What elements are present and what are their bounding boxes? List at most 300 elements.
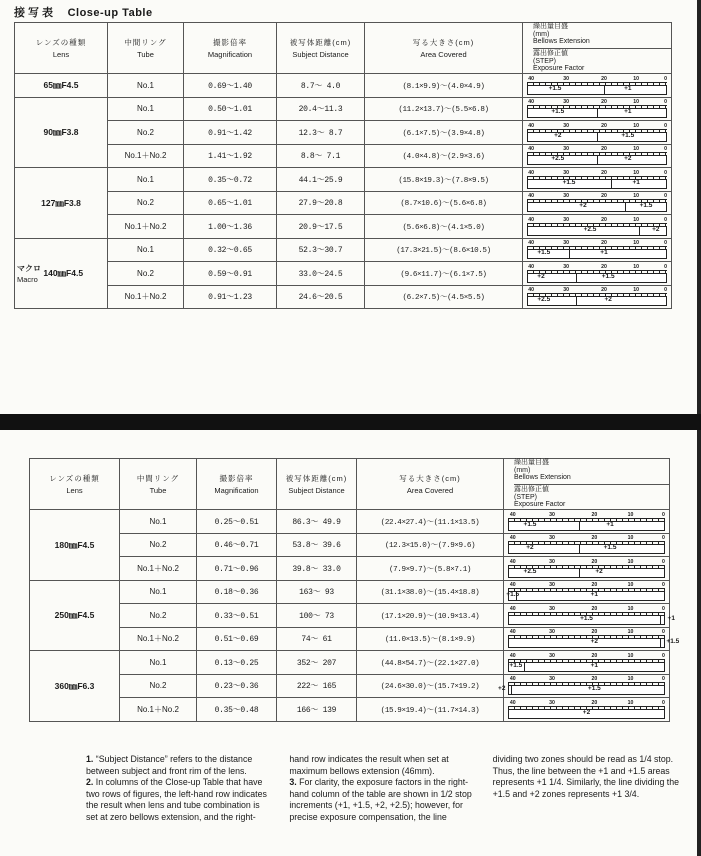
note-number: 1. bbox=[86, 754, 96, 764]
header-bellows-exposure: 繰出量目盛 (mm) Bellows Extension 露出修正値 (STEP) Exposure Factor bbox=[504, 459, 670, 510]
tube-cell: No.1 bbox=[120, 651, 197, 675]
scale-tick-label: 30 bbox=[563, 75, 570, 82]
zone-divider bbox=[579, 544, 580, 554]
scale-tick-label: 30 bbox=[563, 263, 570, 270]
tube-cell: No.1 bbox=[108, 168, 184, 192]
magnification-cell: 0.91～1.42 bbox=[184, 121, 277, 145]
area-cell: (7.9×9.7)～(5.8×7.1) bbox=[357, 557, 504, 581]
exposure-scale bbox=[508, 559, 665, 578]
scale-tick-label: 30 bbox=[563, 287, 570, 294]
exposure-zone-box bbox=[527, 273, 667, 283]
table-row bbox=[30, 674, 670, 698]
title-jp: 接写表 bbox=[14, 7, 56, 19]
exposure-zone-box bbox=[508, 685, 665, 695]
exposure-scale bbox=[527, 193, 667, 212]
exposure-factor-label: +2.5 bbox=[537, 296, 551, 304]
exposure-factor-label: +2 bbox=[590, 638, 599, 646]
exposure-scale bbox=[527, 99, 667, 118]
scale-cell bbox=[523, 144, 672, 168]
scale-tick-label: 20 bbox=[601, 193, 607, 200]
scale-tick-label: 30 bbox=[549, 605, 555, 612]
scale-tick-label: 0 bbox=[664, 75, 668, 82]
tube-cell: No.2 bbox=[108, 121, 184, 145]
scale-tick-label: 40 bbox=[528, 122, 535, 129]
distance-cell: 44.1～25.9 bbox=[277, 168, 365, 192]
distance-cell: 24.6～20.5 bbox=[277, 285, 365, 309]
distance-cell: 20.9～17.5 bbox=[277, 215, 365, 239]
magnification-cell: 0.13～0.25 bbox=[197, 651, 277, 675]
table-row bbox=[15, 168, 672, 192]
area-cell: (8.1×9.9)～(4.0×4.9) bbox=[365, 74, 523, 98]
page-one bbox=[0, 0, 701, 414]
tube-cell: No.2 bbox=[108, 262, 184, 286]
scale-tick-label: 10 bbox=[627, 558, 634, 565]
area-cell: (15.9×19.4)～(11.7×14.3) bbox=[357, 698, 504, 722]
exposure-scale bbox=[508, 629, 680, 648]
area-cell: (17.1×20.9)～(10.9×13.4) bbox=[357, 604, 504, 628]
tube-cell: No.2 bbox=[120, 674, 197, 698]
scale-tick-label: 10 bbox=[627, 511, 634, 518]
magnification-cell: 0.33～0.51 bbox=[197, 604, 277, 628]
exposure-factor-label: +1.5 bbox=[603, 544, 617, 552]
exposure-scale bbox=[527, 146, 667, 165]
scale-cell bbox=[523, 74, 672, 98]
note-item bbox=[86, 754, 273, 777]
scale-tick-label: 10 bbox=[627, 652, 634, 659]
scale-cell bbox=[504, 533, 670, 557]
scale-cell bbox=[504, 651, 670, 675]
area-cell: (11.0×13.5)～(8.1×9.9) bbox=[357, 627, 504, 651]
exposure-factor-label: +1.5 bbox=[509, 661, 523, 669]
scale-cell bbox=[504, 557, 670, 581]
area-cell: (12.3×15.0)～(7.9×9.6) bbox=[357, 533, 504, 557]
zone-divider bbox=[579, 521, 580, 531]
scale-tick-label: 40 bbox=[509, 652, 516, 659]
lens-cell bbox=[15, 238, 108, 309]
exposure-factor-label: +2 bbox=[579, 202, 587, 210]
header-tube: 中間リング Tube bbox=[108, 23, 184, 74]
scale-cell bbox=[504, 510, 670, 534]
scale-tick-label: 30 bbox=[549, 629, 555, 636]
scale-tick-label: 10 bbox=[633, 193, 640, 200]
distance-cell: 163～ 93 bbox=[277, 580, 357, 604]
area-cell: (15.8×19.3)～(7.8×9.5) bbox=[365, 168, 523, 192]
table-row bbox=[15, 238, 672, 262]
close-up-table-1 bbox=[14, 22, 672, 309]
scale-tick-label: 20 bbox=[601, 216, 607, 223]
table-row bbox=[15, 191, 672, 215]
area-cell: (6.2×7.5)～(4.5×5.5) bbox=[365, 285, 523, 309]
scale-tick-label: 30 bbox=[563, 169, 570, 176]
scale-tick-label: 0 bbox=[661, 535, 665, 542]
scale-tick-label: 30 bbox=[549, 652, 555, 659]
table-row bbox=[30, 627, 670, 651]
zone-divider bbox=[611, 179, 612, 189]
scale-tick-label: 40 bbox=[509, 699, 516, 706]
exposure-factor-label: +1.5 bbox=[580, 614, 593, 622]
scale-tick-label: 20 bbox=[601, 122, 607, 129]
scale-cell bbox=[523, 238, 672, 262]
scale-tick-label: 0 bbox=[661, 511, 665, 518]
scale-tick-label: 20 bbox=[591, 558, 598, 565]
exposure-scale bbox=[508, 535, 665, 554]
scale-tick-label: 0 bbox=[661, 652, 665, 659]
exposure-factor-label: +1 bbox=[606, 520, 614, 528]
magnification-cell: 0.18～0.36 bbox=[197, 580, 277, 604]
zone-divider bbox=[639, 226, 640, 236]
scale-cell bbox=[523, 97, 672, 121]
distance-cell: 166～ 139 bbox=[277, 698, 357, 722]
scale-tick-label: 0 bbox=[664, 122, 668, 129]
tube-cell: No.2 bbox=[120, 604, 197, 628]
header-magnification: 撮影倍率 Magnification bbox=[197, 459, 277, 510]
magnification-cell: 0.69～1.40 bbox=[184, 74, 277, 98]
macro-label-en: Macro bbox=[17, 274, 38, 284]
table-row bbox=[30, 557, 670, 581]
tube-cell: No.1＋No.2 bbox=[120, 698, 197, 722]
zone-divider bbox=[524, 662, 525, 672]
exposure-factor-label: +1 bbox=[624, 84, 632, 92]
exposure-factor-label: +1.5 bbox=[587, 685, 601, 693]
area-cell: (11.2×13.7)～(5.5×6.8) bbox=[365, 97, 523, 121]
note-text: “Subject Distance” refers to the distance between subject and front rim of the lens. bbox=[86, 754, 253, 776]
zone-divider bbox=[576, 273, 577, 283]
lens-cell: 180㎜F4.5 bbox=[30, 510, 120, 581]
area-cell: (4.0×4.8)～(2.9×3.6) bbox=[365, 144, 523, 168]
macro-block bbox=[17, 263, 41, 284]
scale-tick-label: 10 bbox=[633, 216, 640, 223]
scale-tick-label: 40 bbox=[528, 240, 535, 247]
zone-divider bbox=[511, 685, 512, 695]
scale-tick-label: 20 bbox=[591, 699, 598, 706]
exposure-zone-box bbox=[527, 179, 667, 189]
area-cell: (44.8×54.7)～(22.1×27.0) bbox=[357, 651, 504, 675]
scale-tick-label: 10 bbox=[633, 240, 640, 247]
exposure-factor-label: +2 bbox=[595, 567, 603, 575]
table-row bbox=[15, 262, 672, 286]
exposure-scale bbox=[508, 512, 665, 531]
exposure-factor-label: +1.5 bbox=[548, 84, 562, 92]
scale-cell bbox=[504, 627, 680, 651]
scale-tick-label: 20 bbox=[591, 511, 598, 518]
scale-tick-label: 40 bbox=[509, 676, 516, 683]
header-row bbox=[30, 459, 670, 510]
magnification-cell: 1.41～1.92 bbox=[184, 144, 277, 168]
scale-tick-label: 40 bbox=[509, 535, 516, 542]
magnification-cell: 0.46～0.71 bbox=[197, 533, 277, 557]
exposure-factor-label: +1 bbox=[632, 178, 640, 186]
scale-tick-label: 20 bbox=[591, 582, 598, 589]
scale-tick-label: 40 bbox=[509, 582, 516, 589]
exposure-factor-label: +1.5 bbox=[621, 131, 635, 139]
scale-tick-label: 20 bbox=[591, 652, 598, 659]
table-row bbox=[15, 121, 672, 145]
macro-label: マクロ bbox=[17, 263, 41, 273]
scale-tick-label: 20 bbox=[601, 240, 607, 247]
scale-tick-label: 20 bbox=[601, 169, 607, 176]
tube-cell: No.1＋No.2 bbox=[108, 285, 184, 309]
magnification-cell: 0.35～0.48 bbox=[197, 698, 277, 722]
exposure-factor-label: +2 bbox=[624, 155, 632, 163]
exposure-scale bbox=[508, 582, 665, 601]
scale-tick-label: 40 bbox=[528, 287, 535, 294]
scale-cell bbox=[504, 604, 675, 628]
scale-cell bbox=[523, 168, 672, 192]
magnification-cell: 0.65～1.01 bbox=[184, 191, 277, 215]
scale-tick-label: 40 bbox=[509, 511, 516, 518]
notes bbox=[86, 754, 680, 824]
header-magnification: 撮影倍率 Magnification bbox=[184, 23, 277, 74]
scale-tick-label: 30 bbox=[549, 699, 555, 706]
distance-cell: 53.8～ 39.6 bbox=[277, 533, 357, 557]
scale-cell bbox=[504, 580, 670, 604]
scale-tick-label: 10 bbox=[627, 535, 634, 542]
scale-tick-label: 20 bbox=[601, 287, 607, 294]
page-gap bbox=[0, 414, 701, 430]
exposure-factor-label: +1 bbox=[590, 591, 599, 599]
scale-tick-label: 0 bbox=[661, 699, 665, 706]
scale-tick-label: 10 bbox=[633, 287, 640, 294]
exposure-zone-box bbox=[508, 638, 665, 648]
distance-cell: 27.9～20.8 bbox=[277, 191, 365, 215]
magnification-cell: 0.32～0.65 bbox=[184, 238, 277, 262]
area-cell: (9.6×11.7)～(6.1×7.5) bbox=[365, 262, 523, 286]
area-cell: (24.6×30.0)～(15.7×19.2) bbox=[357, 674, 504, 698]
scale-tick-label: 30 bbox=[563, 240, 570, 247]
exposure-zone-box bbox=[508, 662, 665, 672]
scale-cell bbox=[523, 285, 672, 309]
table-row bbox=[30, 651, 670, 675]
lens-cell: 250㎜F4.5 bbox=[30, 580, 120, 651]
header-area-covered: 写る大きさ(cm) Area Covered bbox=[365, 23, 523, 74]
distance-cell: 52.3～30.7 bbox=[277, 238, 365, 262]
zone-divider bbox=[576, 296, 577, 306]
table-row bbox=[15, 97, 672, 121]
lens-cell: 90㎜F3.8 bbox=[15, 97, 108, 168]
exposure-factor-label: +1.5 bbox=[639, 202, 653, 210]
magnification-cell: 0.71～0.96 bbox=[197, 557, 277, 581]
scale-tick-label: 30 bbox=[563, 99, 570, 106]
distance-cell: 39.8～ 33.0 bbox=[277, 557, 357, 581]
zone-divider bbox=[579, 568, 580, 578]
exposure-zone-box bbox=[508, 591, 665, 601]
distance-cell: 8.8～ 7.1 bbox=[277, 144, 365, 168]
zone-divider bbox=[660, 615, 661, 625]
tube-cell: No.1＋No.2 bbox=[120, 627, 197, 651]
scale-tick-label: 20 bbox=[591, 629, 598, 636]
tube-cell: No.2 bbox=[120, 533, 197, 557]
tube-cell: No.1 bbox=[120, 580, 197, 604]
exposure-factor-label: +1.5 bbox=[666, 638, 680, 646]
scale-cell bbox=[523, 191, 672, 215]
distance-cell: 20.4～11.3 bbox=[277, 97, 365, 121]
exposure-factor-label: +1 bbox=[600, 249, 608, 257]
exposure-factor-label: +1.5 bbox=[551, 108, 565, 116]
scale-tick-label: 0 bbox=[661, 558, 665, 565]
distance-cell: 222～ 165 bbox=[277, 674, 357, 698]
scale-tick-label: 10 bbox=[633, 99, 640, 106]
scale-tick-label: 40 bbox=[528, 263, 535, 270]
scale-cell bbox=[523, 215, 672, 239]
distance-cell: 8.7～ 4.0 bbox=[277, 74, 365, 98]
exposure-factor-label: +2 bbox=[582, 708, 591, 716]
exposure-scale bbox=[527, 170, 667, 189]
table-row bbox=[30, 698, 670, 722]
scale-tick-label: 40 bbox=[528, 193, 535, 200]
lens-cell: 127㎜F3.8 bbox=[15, 168, 108, 239]
exposure-factor-label: +1 bbox=[590, 661, 599, 669]
lens-name: 140㎜F4.5 bbox=[41, 267, 84, 278]
scale-cell bbox=[523, 262, 672, 286]
exposure-scale bbox=[508, 653, 665, 672]
table-row bbox=[15, 74, 672, 98]
scale-tick-label: 40 bbox=[509, 605, 516, 612]
scale-tick-label: 10 bbox=[633, 75, 640, 82]
table-row bbox=[15, 215, 672, 239]
tube-cell: No.1 bbox=[108, 238, 184, 262]
scale-tick-label: 40 bbox=[528, 75, 535, 82]
scale-tick-label: 30 bbox=[563, 216, 570, 223]
scale-tick-label: 0 bbox=[664, 193, 668, 200]
title-en: Close-up Table bbox=[67, 7, 153, 19]
scale-tick-label: 30 bbox=[549, 511, 555, 518]
header-row bbox=[15, 23, 672, 74]
scale-tick-label: 0 bbox=[661, 582, 665, 589]
exposure-factor-label: +2 bbox=[554, 131, 562, 139]
header-area-covered: 写る大きさ(cm) Area Covered bbox=[357, 459, 504, 510]
scale-tick-label: 30 bbox=[563, 146, 570, 153]
scale-cell bbox=[498, 674, 670, 698]
distance-cell: 74～ 61 bbox=[277, 627, 357, 651]
scale-tick-label: 30 bbox=[549, 676, 555, 683]
exposure-factor-label: +2 bbox=[652, 225, 660, 233]
magnification-cell: 0.25～0.51 bbox=[197, 510, 277, 534]
scale-tick-label: 20 bbox=[601, 99, 607, 106]
scale-tick-label: 10 bbox=[627, 605, 634, 612]
tube-cell: No.1＋No.2 bbox=[120, 557, 197, 581]
header-subject-distance: 被写体距離(cm) Subject Distance bbox=[277, 459, 357, 510]
exposure-factor-label: +2 bbox=[498, 685, 506, 693]
scale-tick-label: 10 bbox=[627, 582, 634, 589]
distance-cell: 86.3～ 49.9 bbox=[277, 510, 357, 534]
table-row bbox=[30, 533, 670, 557]
lens-cell: 360㎜F6.3 bbox=[30, 651, 120, 722]
area-cell: (5.6×6.8)～(4.1×5.0) bbox=[365, 215, 523, 239]
magnification-cell: 0.23～0.36 bbox=[197, 674, 277, 698]
exposure-factor-label: +1.5 bbox=[562, 178, 576, 186]
exposure-factor-label: +2.5 bbox=[523, 567, 537, 575]
note-text: In columns of the Close-up Table that have two rows of figures, the left-hand row indicates the result when lens and tube combination is set at zero bellows extension, and the right-hand row indicates the result when set at maximum bellows extension (46mm). bbox=[86, 754, 449, 823]
note-number: 2. bbox=[86, 777, 96, 788]
scale-tick-label: 10 bbox=[627, 699, 634, 706]
tube-cell: No.2 bbox=[108, 191, 184, 215]
tube-cell: No.1 bbox=[108, 97, 184, 121]
exposure-factor-label: +2.5 bbox=[551, 155, 565, 163]
distance-cell: 352～ 207 bbox=[277, 651, 357, 675]
scale-tick-label: 10 bbox=[633, 122, 640, 129]
exposure-scale bbox=[508, 700, 665, 719]
table-row bbox=[30, 580, 670, 604]
exposure-scale bbox=[508, 605, 675, 625]
exposure-scale bbox=[527, 123, 667, 142]
scale-tick-label: 0 bbox=[664, 216, 668, 223]
scale-tick-label: 0 bbox=[664, 263, 668, 270]
exposure-scale bbox=[527, 287, 667, 306]
tube-cell: No.1＋No.2 bbox=[108, 215, 184, 239]
area-cell: (8.7×10.6)～(5.6×6.8) bbox=[365, 191, 523, 215]
exposure-factor-label: +1.5 bbox=[537, 249, 551, 257]
exposure-factor-label: +1.5 bbox=[523, 520, 537, 528]
distance-cell: 33.0～24.5 bbox=[277, 262, 365, 286]
exposure-factor-label: +1.5 bbox=[601, 272, 615, 280]
zone-divider bbox=[597, 155, 598, 165]
header-tube: 中間リング Tube bbox=[120, 459, 197, 510]
lens-cell: 65㎜F4.5 bbox=[15, 74, 108, 98]
scale-tick-label: 30 bbox=[549, 582, 555, 589]
scale-tick-label: 0 bbox=[661, 629, 665, 636]
tube-cell: No.1＋No.2 bbox=[108, 144, 184, 168]
scale-tick-label: 20 bbox=[601, 75, 607, 82]
magnification-cell: 0.50～1.01 bbox=[184, 97, 277, 121]
zone-divider bbox=[597, 108, 598, 118]
table-row bbox=[30, 510, 670, 534]
exposure-scale bbox=[527, 264, 667, 283]
magnification-cell: 0.59～0.91 bbox=[184, 262, 277, 286]
magnification-cell: 0.35～0.72 bbox=[184, 168, 277, 192]
scale-tick-label: 40 bbox=[528, 146, 535, 153]
area-cell: (17.3×21.5)～(8.6×10.5) bbox=[365, 238, 523, 262]
page-two bbox=[0, 430, 701, 856]
scale-tick-label: 0 bbox=[664, 146, 668, 153]
scale-tick-label: 0 bbox=[664, 99, 668, 106]
area-cell: (22.4×27.4)～(11.1×13.5) bbox=[357, 510, 504, 534]
header-bellows-exposure: 繰出量目盛 (mm) Bellows Extension 露出修正値 (STEP) Exposure Factor bbox=[523, 23, 672, 74]
scale-tick-label: 40 bbox=[509, 629, 516, 636]
scale-tick-label: 10 bbox=[627, 629, 634, 636]
magnification-cell: 0.51～0.69 bbox=[197, 627, 277, 651]
exposure-factor-label: +2.5 bbox=[583, 225, 597, 233]
table-row bbox=[15, 144, 672, 168]
scale-tick-label: 30 bbox=[549, 535, 555, 542]
exposure-factor-label: +1 bbox=[624, 108, 632, 116]
scale-tick-label: 10 bbox=[633, 146, 640, 153]
zone-divider bbox=[660, 638, 661, 648]
header-subject-distance: 被写体距離(cm) Subject Distance bbox=[277, 23, 365, 74]
scale-tick-label: 0 bbox=[664, 240, 668, 247]
tube-cell: No.1 bbox=[108, 74, 184, 98]
scale-tick-label: 30 bbox=[563, 193, 570, 200]
scale-tick-label: 10 bbox=[627, 676, 634, 683]
close-up-table-2 bbox=[29, 458, 680, 722]
scale-tick-label: 20 bbox=[591, 535, 598, 542]
distance-cell: 12.3～ 8.7 bbox=[277, 121, 365, 145]
exposure-factor-label: +2 bbox=[604, 296, 612, 304]
zone-divider bbox=[569, 249, 570, 259]
exposure-zone-box bbox=[527, 226, 667, 236]
exposure-factor-label: +2 bbox=[526, 544, 534, 552]
magnification-cell: 1.00～1.36 bbox=[184, 215, 277, 239]
exposure-factor-label: +2 bbox=[537, 272, 545, 280]
scale-cell bbox=[523, 121, 672, 145]
scale-tick-label: 0 bbox=[664, 287, 668, 294]
scale-tick-label: 0 bbox=[661, 676, 665, 683]
scale-tick-label: 0 bbox=[664, 169, 668, 176]
table-row bbox=[30, 604, 670, 628]
magnification-cell: 0.91～1.23 bbox=[184, 285, 277, 309]
exposure-scale bbox=[527, 76, 667, 95]
scale-cell bbox=[504, 698, 670, 722]
exposure-factor-label: +1.5 bbox=[506, 591, 520, 599]
